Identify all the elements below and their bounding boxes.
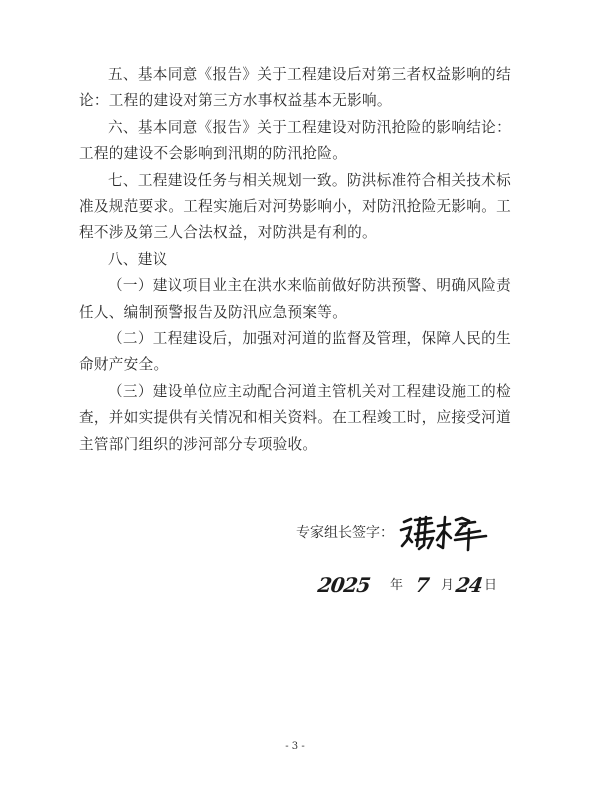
page-number: - 3 - <box>285 741 305 752</box>
suggestion-3: （三）建设单位应主动配合河道主管机关对工程建设施工的检查，并如实提供有关情况和相关资料。在工程竣工时，应接受河道主管部门组织的涉河部分专项验收。 <box>79 382 511 453</box>
date-month-unit: 月 <box>441 578 455 593</box>
body-text <box>79 62 511 458</box>
date-day: 24 <box>454 573 484 597</box>
date-year: 2025 <box>316 573 372 597</box>
signature-block <box>296 512 494 552</box>
date-month: 7 <box>413 573 431 597</box>
date-year-unit: 年 <box>390 578 404 593</box>
paragraph-5: 五、基本同意《报告》关于工程建设后对第三者权益影响的结论：工程的建设对第三方水事权益基本无影响。 <box>79 66 511 110</box>
paragraph-8-heading: 八、建议 <box>108 250 168 268</box>
suggestion-1: （一）建议项目业主在洪水来临前做好防洪预警、明确风险责任人、编制预警报告及防汛应急预案等。 <box>79 277 511 321</box>
date-day-unit: 日 <box>484 578 498 593</box>
paragraph-7: 七、工程建设任务与相关规划一致。防洪标准符合相关技术标准及规范要求。工程实施后对河势影响小，对防汛抢险无影响。工程不涉及第三人合法权益，对防洪是有利的。 <box>79 171 511 242</box>
handwritten-signature <box>398 512 494 552</box>
signature-label: 专家组长签字： <box>296 525 394 541</box>
paragraph-6: 六、基本同意《报告》关于工程建设对防汛抢险的影响结论：工程的建设不会影响到汛期的防汛抢险。 <box>79 118 511 163</box>
suggestion-2: （二）工程建设后，加强对河道的监督及管理，保障人民的生命财产安全。 <box>79 330 511 374</box>
signing-date <box>318 565 499 597</box>
